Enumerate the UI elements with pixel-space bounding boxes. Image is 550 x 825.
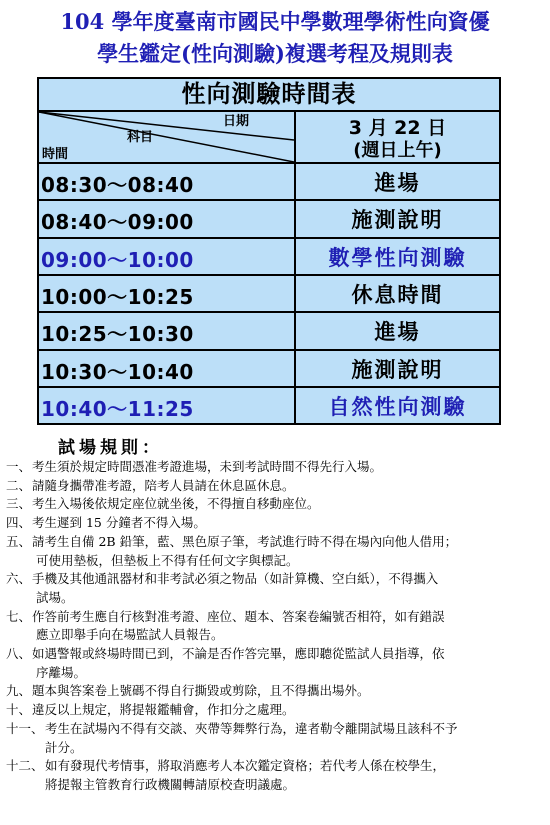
rule-text: 可使用墊板，但墊板上不得有任何文字與標記。 <box>36 552 299 568</box>
rule-number: 六、 <box>6 571 32 587</box>
schedule-time: 10:40～11:25 <box>41 396 194 421</box>
page-title-line2: 學生鑑定(性向測驗)複選考程及規則表 <box>97 41 453 66</box>
rule-text: 題本與答案卷上號碼不得自行撕毀或剪除，且不得攜出場外。 <box>32 683 370 699</box>
schedule-activity: 施測說明 <box>351 357 444 382</box>
rule-text: 如遇警報或終場時間已到，不論是否作答完畢，應即聽從監試人員指導，依 <box>32 646 445 661</box>
schedule-time: 10:30～10:40 <box>41 359 194 384</box>
row-divider <box>39 274 499 276</box>
row-divider <box>39 311 499 313</box>
rule-number: 一、 <box>6 459 32 474</box>
schedule-time: 10:25～10:30 <box>41 322 194 347</box>
rules-title: 試場規則： <box>58 438 163 458</box>
rule-text: 請隨身攜帶准考證，陪考人員請在休息區休息。 <box>32 477 295 493</box>
schedule-time: 08:30～08:40 <box>41 173 194 197</box>
rule-number: 九、 <box>6 683 32 699</box>
row-divider <box>39 386 499 388</box>
rule-number: 二、 <box>6 477 32 493</box>
rule-text: 請考生自備 2B 鉛筆，藍、黑色原子筆，考試進行時不得在場內向他人借用； <box>32 533 458 549</box>
corner-label-subject: 科目 <box>127 130 154 145</box>
rule-number: 八、 <box>6 646 32 661</box>
rule-text: 考生遲到 15 分鐘者不得入場。 <box>32 515 206 531</box>
corner-label-date: 日期 <box>223 114 250 129</box>
row-divider <box>39 199 499 201</box>
schedule-time: 10:00～10:25 <box>41 284 194 309</box>
schedule-time: 08:40～09:00 <box>41 210 194 235</box>
schedule-activity: 進場 <box>374 320 421 345</box>
rule-text: 如有發現代考情事，將取消應考人本次鑑定資格；若代考人係在校學生， <box>45 758 446 774</box>
schedule-weekday: (週日上午) <box>353 140 442 161</box>
rule-text: 計分。 <box>45 739 83 755</box>
rule-text: 考生須於規定時間憑准考證進場，未到考試時間不得先行入場。 <box>32 459 383 474</box>
schedule-title: 性向測驗時間表 <box>181 80 357 108</box>
schedule-date: 3 月 22 日 <box>348 117 447 139</box>
rule-text: 序離場。 <box>36 664 87 680</box>
schedule-activity: 自然性向測驗 <box>328 394 467 419</box>
rule-text: 手機及其他通訊器材和非考試必須之物品（如計算機、空白紙），不得攜入 <box>32 571 439 587</box>
schedule-time: 09:00～10:00 <box>41 247 194 272</box>
rule-number: 四、 <box>6 515 32 531</box>
row-divider <box>39 237 499 239</box>
schedule-table <box>37 77 501 425</box>
rule-number: 七、 <box>6 608 32 624</box>
rule-text: 應立即舉手向在場監試人員報告。 <box>36 627 224 643</box>
diagonal-header-lines <box>39 112 294 162</box>
rule-text: 違反以上規定，將提報鑑輔會，作扣分之處理。 <box>32 702 295 718</box>
rule-number: 五、 <box>6 533 32 549</box>
schedule-activity: 休息時間 <box>351 282 444 307</box>
rule-text: 考生在試場內不得有交談、夾帶等舞弊行為，違者勒令離開試場且該科不予 <box>45 720 458 736</box>
rule-number: 十二、 <box>6 758 44 774</box>
rule-text: 將提報主管教育行政機關轉請原校查明議處。 <box>45 776 296 792</box>
page-title-line1: 104 學年度臺南市國民中學數理學術性向資優 <box>60 9 490 34</box>
rule-number: 十一、 <box>6 720 44 736</box>
schedule-activity: 數學性向測驗 <box>328 245 467 270</box>
rule-number: 十、 <box>6 702 32 718</box>
rule-text: 考生入場後依規定座位就坐後，不得擅自移動座位。 <box>32 496 320 512</box>
row-divider <box>39 349 499 351</box>
row-divider <box>39 162 499 164</box>
rule-number: 三、 <box>6 496 32 512</box>
schedule-activity: 進場 <box>374 171 421 195</box>
schedule-activity: 施測說明 <box>351 208 444 233</box>
corner-label-time: 時間 <box>42 147 69 162</box>
rule-text: 作答前考生應自行核對准考證、座位、題本、答案卷編號否相符，如有錯誤 <box>32 608 445 624</box>
rule-text: 試場。 <box>36 589 74 605</box>
